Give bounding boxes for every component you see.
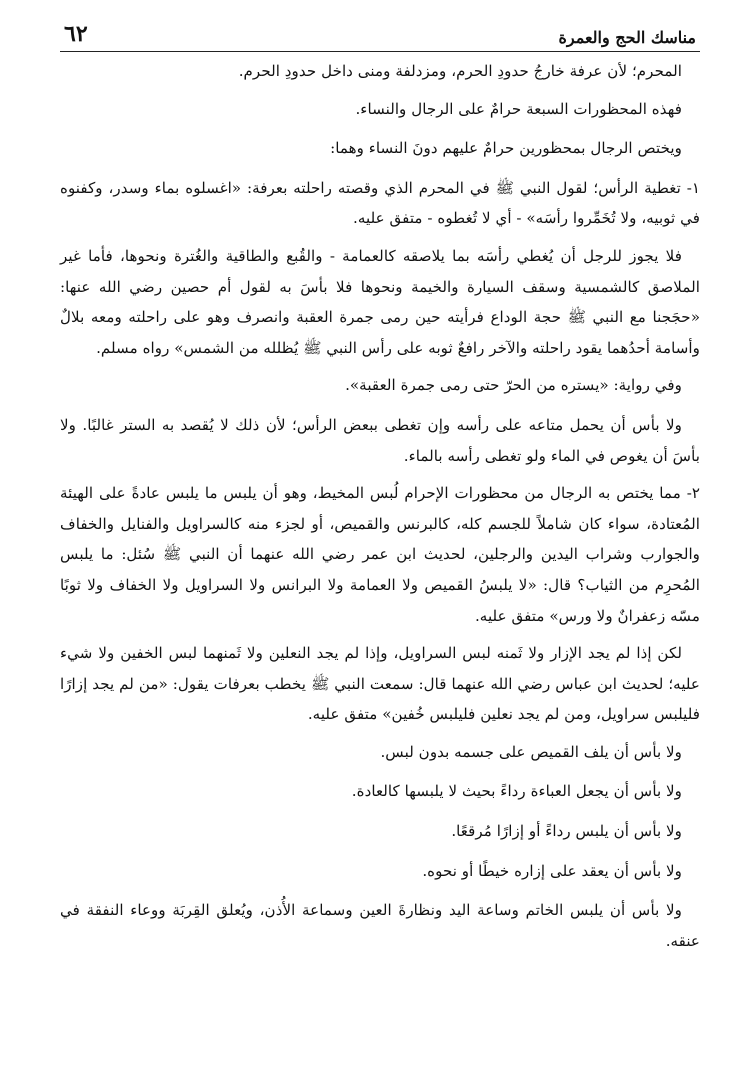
paragraph-tie-thread: ولا بأس أن يعقد على إزاره خيطًا أو نحوه. <box>422 861 682 880</box>
running-header <box>60 16 700 52</box>
paragraph-ring-watch: ولا بأس أن يلبس الخاتم وساعة اليد ونظارةَ العين وسماعة الأُذن، ويُعلق القِربَة ووعاء النفقة في عنقه. <box>60 901 700 950</box>
paragraph-wrap-shirt: ولا بأس أن يلف القميص على جسمه بدون لبس. <box>380 742 682 761</box>
paragraph-other-narration: وفي رواية: «يستره من الحرّ حتى رمى جمرة العقبة». <box>345 376 682 395</box>
paragraph-head-covering: ١- تغطية الرأس؛ لقول النبي ﷺ في المحرم الذي وقصته راحلته بعرفة: «اغسلوه بماء وسدر، وكفنوه في ثوبيه، ولا تُخَمِّروا رأسَه» - أي لا تُغطوه - متفق عليه. <box>60 178 700 228</box>
paragraph-men-specific: ويختص الرجال بمحظورين حرامٌ عليهم دونَ النساء وهما: <box>330 139 682 158</box>
header-title: مناسك الحج والعمرة <box>558 28 696 47</box>
paragraph-abaya-rida: ولا بأس أن يجعل العباءة رداءً بحيث لا يلبسها كالعادة. <box>351 782 682 801</box>
paragraph-sewn-clothing: ٢- مما يختص به الرجال من محظورات الإحرام لُبس المخيط، وهو أن يلبس ما يلبس عادةً على الهيئة المُعتادة، سواء كان شاملاً للجسم كله، كالبرنس والقميص، أو لجزء منه كالسراويل والفنايل والخفاف والجوارب وشراب اليدين والرجلين، لحديث ابن عمر رضي الله عنهما أن النبي ﷺ سُئل: ما يلبس المُحرِم من الثياب؟ قال: «لا يلبسُ القميص ولا العمامة ولا البرانس ولا السراويل ولا الخفاف ولا ثوبًا مسّه زعفرانٌ ولا ورس» متفق عليه. <box>60 484 700 625</box>
paragraph-carrying-luggage: ولا بأس أن يحمل متاعه على رأسه وإن تغطى ببعض الرأس؛ لأن ذلك لا يُقصد به الستر غالبًا. ولا بأسَ أن يغوص في الماء ولو تغطى رأسه بالماء. <box>60 415 700 465</box>
paragraph-izar-exception: لكن إذا لم يجد الإزار ولا ثَمنه لبس السراويل، وإذا لم يجد النعلين ولا ثَمنهما لبس الخفين ولا شيء عليه؛ لحديث ابن عباس رضي الله عنهما قال: سمعت النبي ﷺ يخطب بعرفات يقول: «من لم يجد إزارًا فليلبس سراويل، ومن لم يجد نعلين فليلبس خُفين» متفق عليه. <box>60 644 700 724</box>
paragraph-haram-boundaries: المحرم؛ لأن عرفة خارجُ حدودِ الحرم، ومزدلفة ومنى داخل حدودِ الحرم. <box>238 62 682 80</box>
paragraph-patched-rida: ولا بأس أن يلبس رداءً أو إزارًا مُرقعًا. <box>451 822 682 841</box>
page-number: ٦٢ <box>64 21 88 47</box>
page-body <box>60 56 700 956</box>
paragraph-umm-husayn-hadith: فلا يجوز للرجل أن يُغطي رأسَه بما يلاصقه كالعمامة - والقُبع والطاقية والغُترة ونحوها، فأما غير الملاصق كالشمسية وسقف السيارة والخيمة ونحوها فلا بأسَ به لقول أم حصين رضي الله عنها: «حجَجنا مع النبي ﷺ حجة الوداع فرأيته حين رمى جمرة العقبة وانصرف وهو على راحلته ومعه بلالٌ وأسامة أحدُهما يقود راحلته والآخر رافعٌ ثوبه على رأس النبي ﷺ يُظلله من الشمس» رواه مسلم. <box>60 246 700 357</box>
paragraph-seven-prohibitions: فهذه المحظورات السبعة حرامٌ على الرجال والنساء. <box>355 99 682 118</box>
